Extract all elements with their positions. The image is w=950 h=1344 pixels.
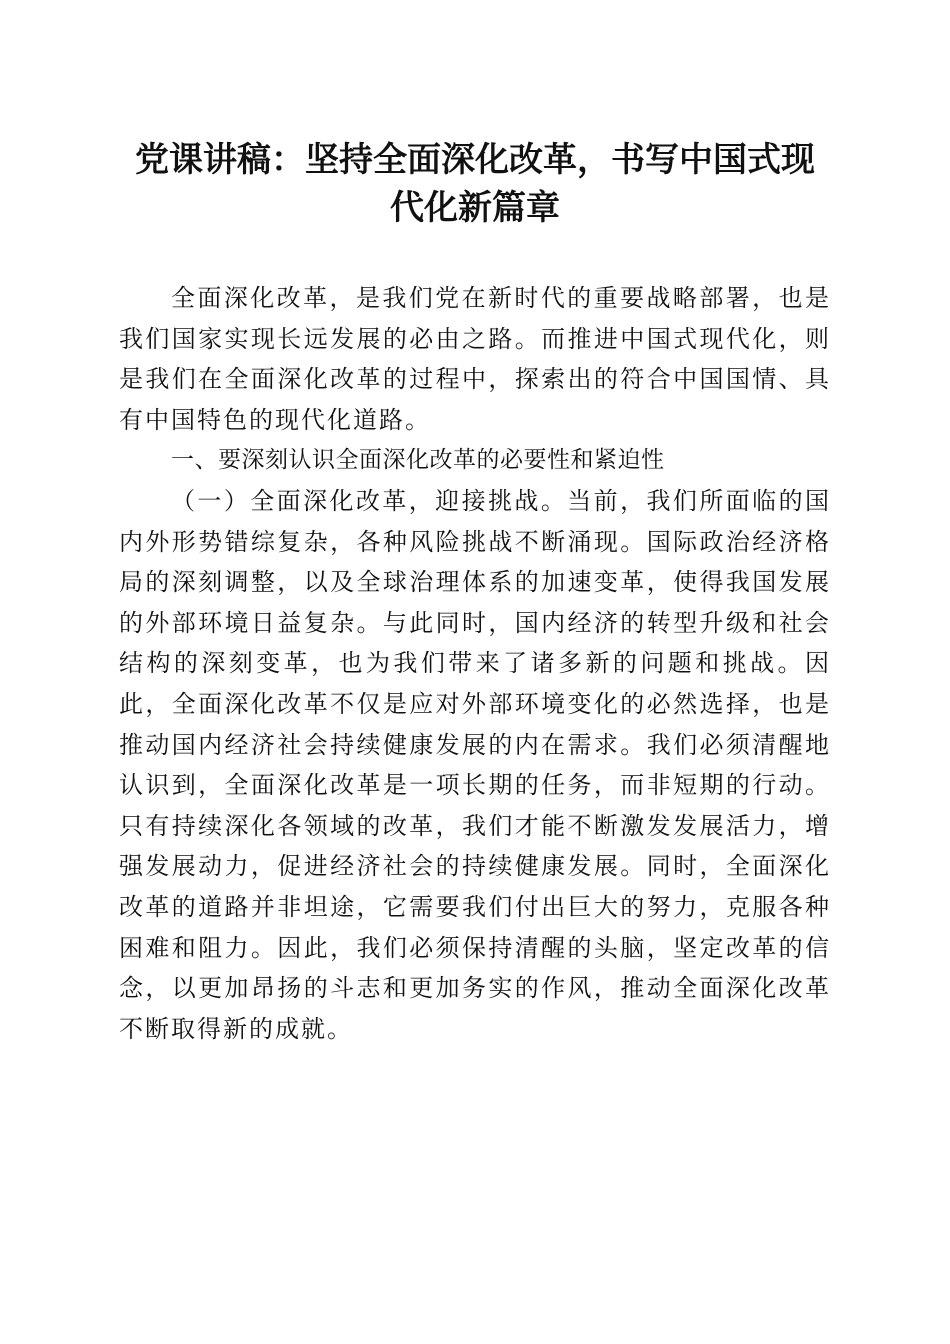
section-1-sub-heading: （一）全面深化改革，迎接挑战。 [171,486,568,515]
title-line-2: 代化新篇章 [390,188,560,228]
document-title [110,136,840,232]
intro-paragraph: 全面深化改革，是我们党在新时代的重要战略部署，也是我们国家实现长远发展的必由之路。而推进中国式现代化，则是我们在全面深化改革的过程中，探索出的符合中国国情、具有中国特色的现代化道路。 [119,284,831,434]
section-1-heading: 一、要深刻认识全面深化改革的必要性和紧迫性 [171,447,665,474]
document-body [119,278,831,1049]
section-1-paragraph [119,481,831,1049]
title-line-1: 党课讲稿：坚持全面深化改革，书写中国式现 [135,140,815,180]
section-1-paragraph-text: 当前，我们所面临的国内外形势错综复杂，各种风险挑战不断涌现。国际政治经济格局的深刻调整，以及全球治理体系的加速变革，使得我国发展的外部环境日益复杂。与此同时，国内经济的转型升级和社会结构的深刻变革，也为我们带来了诸多新的问题和挑战。因此，全面深化改革不仅是应对外部环境变化的必然选择，也是推动国内经济社会持续健康发展的内在需求。我们必须清醒地认识到，全面深化改革是一项长期的任务，而非短期的行动。只有持续深化各领域的改革，我们才能不断激发发展活力，增强发展动力，促进经济社会的持续健康发展。同时，全面深化改革的道路并非坦途，它需要我们付出巨大的努力，克服各种困难和阻力。因此，我们必须保持清醒的头脑，坚定改革的信念，以更加昂扬的斗志和更加务实的作风，推动全面深化改革不断取得新的成就。 [119,486,831,1043]
